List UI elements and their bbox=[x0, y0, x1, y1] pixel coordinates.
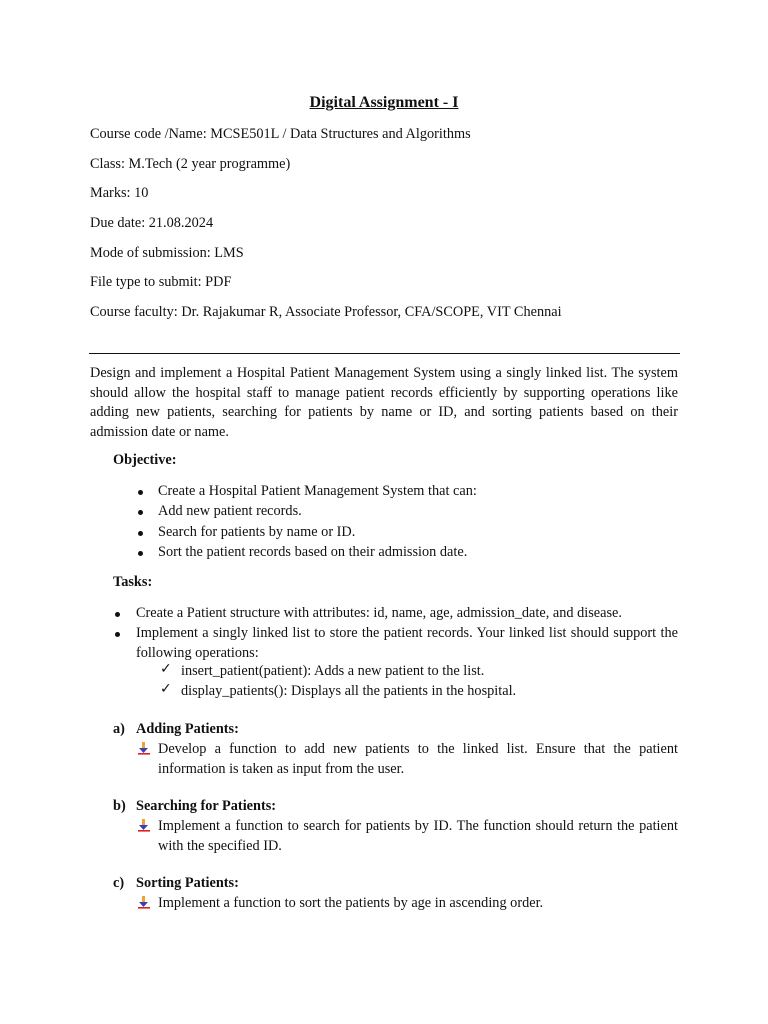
objective-item: Create a Hospital Patient Management System that can: bbox=[158, 483, 477, 499]
task-check-item: display_patients(): Displays all the patients in the hospital. bbox=[181, 683, 517, 699]
objective-item: Add new patient records. bbox=[158, 503, 302, 519]
meta-marks: Marks: 10 bbox=[90, 185, 149, 201]
meta-mode: Mode of submission: LMS bbox=[90, 245, 244, 261]
page-title: Digital Assignment - I bbox=[309, 94, 459, 111]
bullet-icon bbox=[138, 531, 143, 536]
tasks-heading: Tasks: bbox=[113, 574, 153, 590]
section-label: a) bbox=[113, 721, 125, 737]
objective-heading: Objective: bbox=[113, 452, 177, 468]
arrow-down-icon bbox=[137, 818, 151, 832]
task-item: Implement a singly linked list to store the patient records. Your linked list should support the following operations: bbox=[136, 625, 678, 661]
checkmark-icon: ✓ bbox=[160, 681, 172, 697]
bullet-icon bbox=[138, 490, 143, 495]
section-label: b) bbox=[113, 798, 126, 814]
bullet-icon bbox=[138, 551, 143, 556]
objective-item: Search for patients by name or ID. bbox=[158, 524, 356, 540]
meta-due-date: Due date: 21.08.2024 bbox=[90, 215, 214, 231]
section-text: Develop a function to add new patients to the linked list. Ensure that the patient information is taken as input from the user. bbox=[158, 741, 678, 777]
section-text: Implement a function to sort the patients by age in ascending order. bbox=[158, 895, 544, 911]
section-label: c) bbox=[113, 875, 125, 891]
divider bbox=[89, 353, 680, 354]
meta-class: Class: M.Tech (2 year programme) bbox=[90, 156, 291, 172]
checkmark-icon: ✓ bbox=[160, 661, 172, 677]
task-item: Create a Patient structure with attributes: id, name, age, admission_date, and disease. bbox=[136, 605, 622, 621]
meta-filetype: File type to submit: PDF bbox=[90, 274, 232, 290]
section-heading-adding: Adding Patients: bbox=[136, 721, 239, 737]
arrow-down-icon bbox=[137, 741, 151, 755]
bullet-icon bbox=[115, 612, 120, 617]
section-text: Implement a function to search for patients by ID. The function should return the patient with the specified ID. bbox=[158, 818, 678, 854]
bullet-icon bbox=[115, 632, 120, 637]
intro-paragraph: Design and implement a Hospital Patient Management System using a singly linked list. The system should allow the hospital staff to manage patient records efficiently by supporting operations like adding new patients, searching for patients by name or ID, and sorting patients based on their admission date or name. bbox=[90, 365, 678, 440]
meta-faculty: Course faculty: Dr. Rajakumar R, Associate Professor, CFA/SCOPE, VIT Chennai bbox=[90, 304, 562, 320]
meta-course: Course code /Name: MCSE501L / Data Structures and Algorithms bbox=[90, 126, 471, 142]
task-check-item: insert_patient(patient): Adds a new patient to the list. bbox=[181, 663, 485, 679]
section-heading-sorting: Sorting Patients: bbox=[136, 875, 239, 891]
bullet-icon bbox=[138, 510, 143, 515]
objective-item: Sort the patient records based on their admission date. bbox=[158, 544, 468, 560]
section-heading-searching: Searching for Patients: bbox=[136, 798, 277, 814]
arrow-down-icon bbox=[137, 895, 151, 909]
